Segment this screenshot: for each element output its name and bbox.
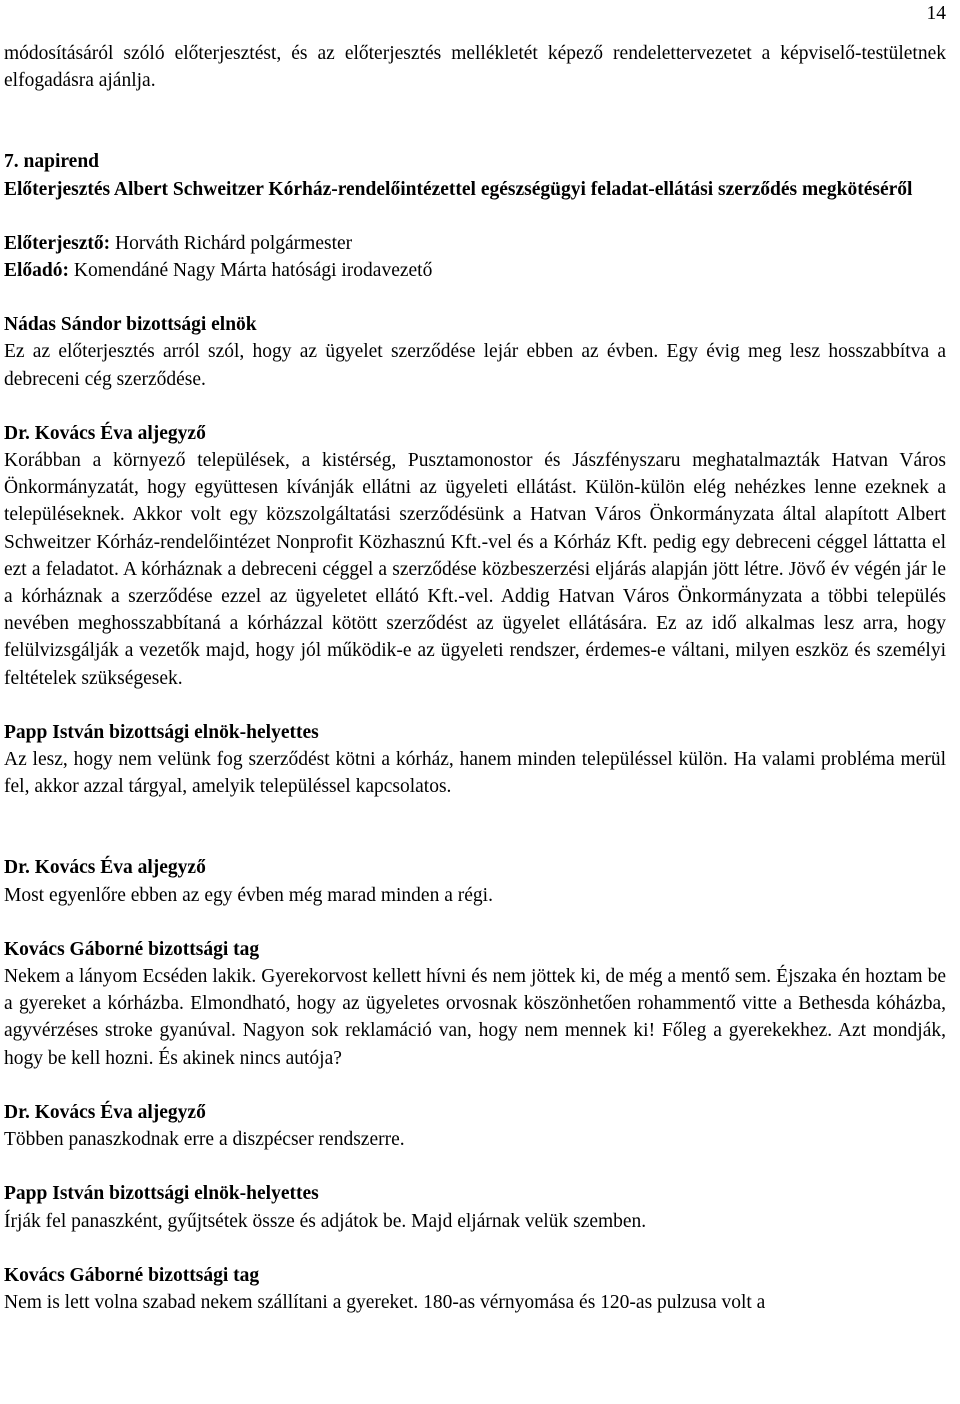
spacer (4, 1235, 946, 1262)
speaker-heading: Dr. Kovács Éva aljegyző (4, 1101, 206, 1123)
spacer (4, 393, 946, 420)
speech-paragraph: Nekem a lányom Ecséden lakik. Gyerekorvost kellett hívni és nem jöttek ki, de még a mentő sem. Éjszaka én hoztam be a gyereket a kórházba. Elmondható, hogy az ügyeletes orvosnak köszönhetően rohammentő vitte a Bethesda kóházba, agyvérzéses stroke gyanúval. Nagyon sok reklamáció van, hogy nem mennek ki! Főleg a gyerekekhez. Azt mondják, hogy be kell hozni. És akinek nincs autója? (4, 966, 946, 1069)
spacer (4, 1072, 946, 1099)
speaker-name: Komendáné Nagy Márta hatósági irodavezető (73, 260, 433, 282)
speaker-heading: Dr. Kovács Éva aljegyző (4, 857, 206, 879)
speech-paragraph: Nem is lett volna szabad nekem szállítani a gyereket. 180-as vérnyomása és 120-as pulzusa volt a (4, 1291, 766, 1313)
intro-paragraph: módosításáról szóló előterjesztést, és az előterjesztés mellékletét képező rendelettervezetet a képviselő-testületnek elfogadásra ajánlja. (4, 43, 946, 92)
speaker-line (4, 257, 946, 284)
spacer (4, 203, 946, 230)
presenter-line (4, 230, 946, 257)
spacer (4, 800, 946, 854)
page-number: 14 (926, 3, 946, 24)
spacer (4, 692, 946, 719)
spacer (4, 284, 946, 311)
speaker-heading: Papp István bizottsági elnök-helyettes (4, 1183, 319, 1205)
speaker-heading: Kovács Gáborné bizottsági tag (4, 1264, 260, 1286)
speech-paragraph: Az lesz, hogy nem velünk fog szerződést kötni a kórház, hanem minden településsel külön. Ha valami probléma merül fel, akkor azzal tárgyal, amelyik településsel kapcsolatos. (4, 749, 946, 798)
spacer (4, 1153, 946, 1180)
speech-paragraph: Korábban a környező települések, a kistérség, Pusztamonostor és Jászfényszaru meghatalmazták Hatvan Város Önkormányzatát, hogy együttesen kívánják ellátni az ügyeleti ellátást. Külön-külön elég nehézkes lenne ezeknek a településeknek. Akkor volt egy közszolgáltatási szerződésünk a Hatvan Város Önkormányzata által alapított Albert Schweitzer Kórház-rendelőintézet Nonprofit Közhasznú Kft.-vel és a Kórház Kft. pedig egy debreceni céggel láttatta el ezt a feladatot. A kórháznak a debreceni céggel a szerződése közbeszerzési eljárás alapján jött létre. Jövő év végén jár le a kórháznak a szerződése ezzel az ügyeletet ellátó Kft.-vel. Addig Hatvan Város Önkormányzata a többi település nevében meghosszabbítaná a kórházzal kötött szerződést az ügyelet ellátására. Ez az idő alkalmas lesz arra, hogy felülvizsgálják a vezetők majd, hogy jól működik-e az ügyeleti rendszer, érdemes-e váltani, milyen eszköz és személyi feltételek szükségesek. (4, 450, 946, 689)
agenda-number: 7. napirend (4, 151, 100, 173)
speaker-heading: Nádas Sándor bizottsági elnök (4, 314, 257, 336)
agenda-title: Előterjesztés Albert Schweitzer Kórház-rendelőintézettel egészségügyi feladat-ellátási szerződés megkötéséről (4, 178, 913, 200)
speech-paragraph: Többen panaszkodnak erre a diszpécser rendszerre. (4, 1129, 405, 1151)
spacer (4, 909, 946, 936)
document-page (4, 0, 946, 1316)
speaker-heading: Kovács Gáborné bizottsági tag (4, 938, 260, 960)
speech-paragraph: Most egyenlőre ebben az egy évben még marad minden a régi. (4, 884, 493, 906)
speaker-heading: Papp István bizottsági elnök-helyettes (4, 721, 319, 743)
presenter-name: Horváth Richárd polgármester (114, 232, 353, 254)
speech-paragraph: Írják fel panaszként, gyűjtsétek össze és adjátok be. Majd eljárnak velük szemben. (4, 1210, 647, 1232)
speaker-label: Előadó: (4, 260, 70, 282)
spacer (4, 94, 946, 148)
presenter-label: Előterjesztő: (4, 232, 111, 254)
speech-paragraph: Ez az előterjesztés arról szól, hogy az ügyelet szerződése lejár ebben az évben. Egy évig meg lesz hosszabbítva a debreceni cég szerződése. (4, 341, 946, 390)
speaker-heading: Dr. Kovács Éva aljegyző (4, 422, 206, 444)
